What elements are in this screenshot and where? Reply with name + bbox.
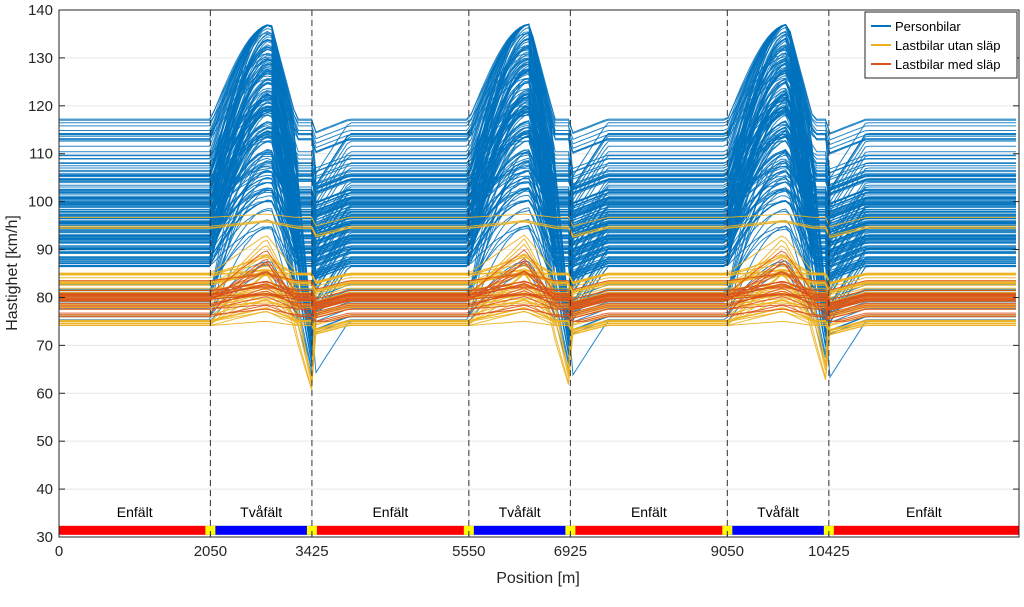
y-tick-label: 130 — [27, 49, 53, 67]
y-tick-label: 70 — [36, 337, 53, 355]
x-axis-title: Position [m] — [496, 570, 580, 587]
road-section-label: Enfält — [116, 503, 153, 520]
road-section-bar — [312, 526, 469, 535]
y-axis-title: Hastighet [km/h] — [4, 215, 21, 331]
y-tick-label: 60 — [36, 385, 53, 403]
x-tick-label: 5550 — [452, 543, 486, 560]
road-section-label: Enfält — [372, 503, 409, 520]
y-tick-label: 30 — [36, 529, 53, 546]
y-tick-label: 100 — [27, 193, 53, 211]
x-tick-label: 6925 — [553, 543, 588, 560]
x-tick-label: 9050 — [710, 543, 744, 560]
x-tick-label: 3425 — [295, 543, 329, 560]
x-tick-label: 10425 — [807, 543, 850, 560]
legend-label: Lastbilar utan släp — [895, 38, 1001, 53]
road-section-label: Tvåfält — [498, 503, 541, 520]
y-tick-label: 40 — [36, 481, 53, 499]
road-section-bar — [570, 526, 727, 535]
x-tick-label: 2050 — [193, 543, 228, 560]
y-tick-label: 140 — [27, 2, 53, 19]
x-tick-label: 0 — [54, 543, 64, 560]
y-tick-label: 120 — [27, 97, 53, 115]
road-section-label: Tvåfält — [757, 503, 800, 520]
y-tick-label: 50 — [36, 433, 53, 451]
road-section-bar — [469, 526, 571, 535]
road-section-bar — [59, 526, 210, 535]
legend-label: Lastbilar med släp — [895, 57, 1001, 72]
road-section-label: Tvåfält — [240, 503, 283, 520]
legend — [865, 12, 1017, 78]
road-section-bar — [727, 526, 829, 535]
road-section-label: Enfält — [906, 503, 942, 520]
legend-label: Personbilar — [895, 19, 961, 34]
road-section-label: Enfält — [630, 503, 667, 520]
road-section-bar — [210, 526, 312, 535]
y-tick-label: 90 — [36, 241, 53, 259]
y-tick-label: 80 — [36, 289, 53, 307]
road-section-bar — [829, 526, 1019, 535]
y-tick-label: 110 — [29, 145, 53, 163]
